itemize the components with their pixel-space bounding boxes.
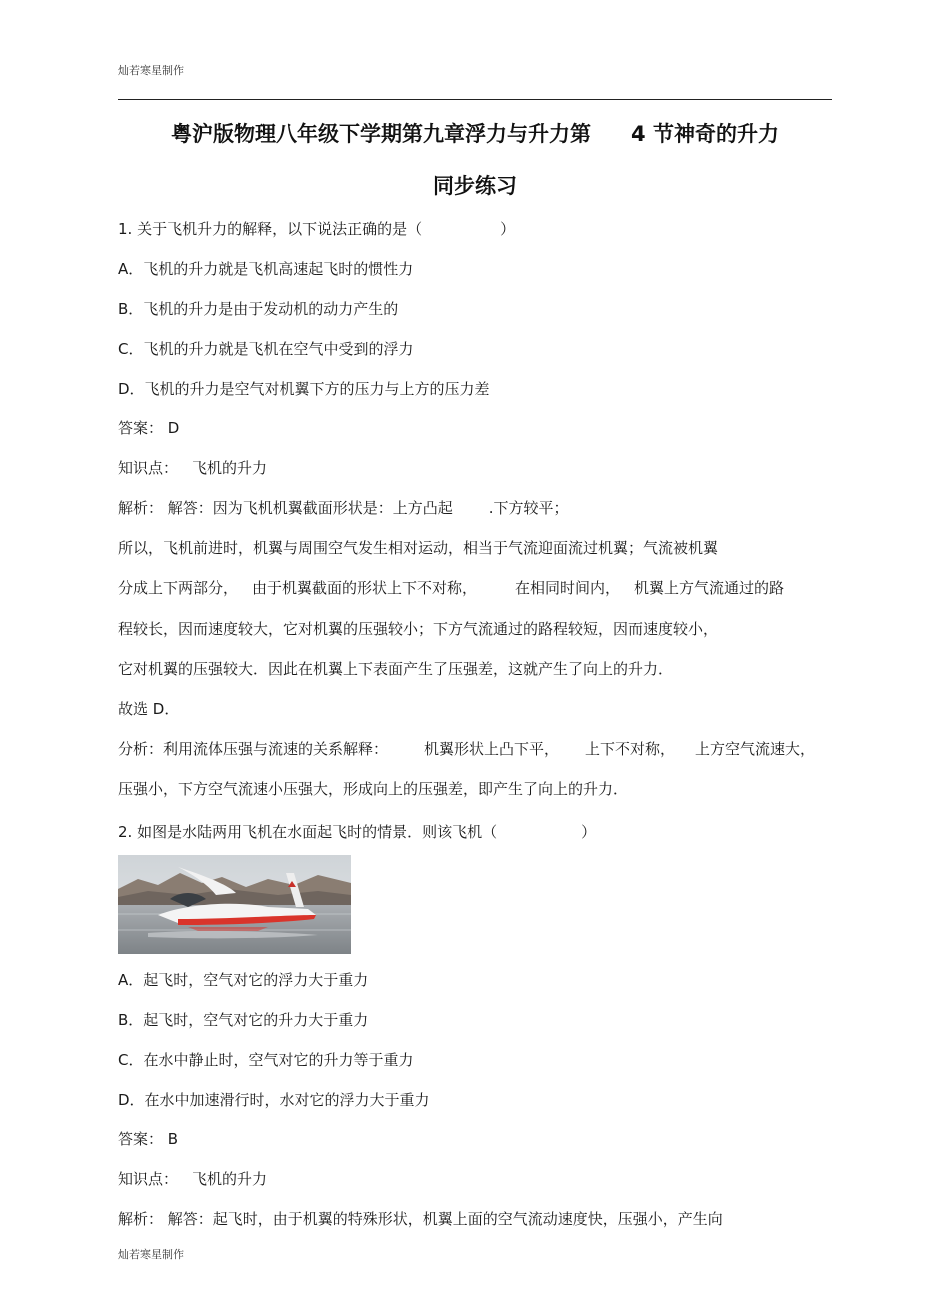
q1-stem: 1. 关于飞机升力的解释，以下说法正确的是（ ） <box>118 220 516 238</box>
q2-answer: 答案： B <box>118 1130 179 1148</box>
q2-option-d: D．在水中加速滑行时，水对它的浮力大于重力 <box>118 1091 430 1109</box>
page-subtitle: 同步练习 <box>433 174 517 198</box>
q1-analysis: 解析： 解答：因为飞机机翼截面形状是：上方凸起 .下方较平； <box>118 499 569 517</box>
q1-analysis-line-1: 所以，飞机前进时，机翼与周围空气发生相对运动，相当于气流迎面流过机翼；气流被机翼 <box>118 539 719 557</box>
page-title <box>0 118 950 148</box>
q1-option-a: A．飞机的升力就是飞机高速起飞时的惯性力 <box>118 260 414 278</box>
q1-choice: 故选 D． <box>118 700 180 718</box>
q2-analysis: 解析： 解答：起飞时，由于机翼的特殊形状，机翼上面的空气流动速度快，压强小，产生向 <box>118 1210 723 1228</box>
seaplane-photo <box>118 855 351 954</box>
q1-option-c: C．飞机的升力就是飞机在空气中受到的浮力 <box>118 340 414 358</box>
q2-option-c: C．在水中静止时，空气对它的升力等于重力 <box>118 1051 414 1069</box>
header-rule <box>118 99 832 100</box>
q1-answer: 答案： D <box>118 419 180 437</box>
q1-option-d: D．飞机的升力是空气对机翼下方的压力与上方的压力差 <box>118 380 490 398</box>
q2-stem: 2. 如图是水陆两用飞机在水面起飞时的情景．则该飞机（ ） <box>118 823 597 841</box>
q2-knowledge: 知识点： 飞机的升力 <box>118 1170 268 1188</box>
q1-fenxi: 分析：利用流体压强与流速的关系解释： 机翼形状上凸下平， 上下不对称， 上方空气流速大， <box>118 740 816 758</box>
page-header: 灿若寒星制作 <box>118 64 184 77</box>
q1-fenxi-line-2: 压强小，下方空气流速小压强大，形成向上的压强差，即产生了向上的升力． <box>118 780 629 798</box>
q1-analysis-line-3: 程较长，因而速度较大，它对机翼的压强较小；下方气流通过的路程较短，因而速度较小， <box>118 620 719 638</box>
page-footer: 灿若寒星制作 <box>118 1248 184 1261</box>
q1-option-b: B．飞机的升力是由于发动机的动力产生的 <box>118 300 399 318</box>
q2-option-a: A．起飞时，空气对它的浮力大于重力 <box>118 971 369 989</box>
q1-knowledge: 知识点： 飞机的升力 <box>118 459 268 477</box>
title-part-1: 粤沪版物理八年级下学期第九章浮力与升力第 <box>171 122 592 146</box>
q1-analysis-line-4: 它对机翼的压强较大．因此在机翼上下表面产生了压强差，这就产生了向上的升力． <box>118 660 674 678</box>
q2-option-b: B．起飞时，空气对它的升力大于重力 <box>118 1011 369 1029</box>
q1-analysis-line-2: 分成上下两部分， 由于机翼截面的形状上下不对称， 在相同时间内， 机翼上方气流通过的路 <box>118 579 785 597</box>
title-part-2: 4 节神奇的升力 <box>631 122 779 146</box>
